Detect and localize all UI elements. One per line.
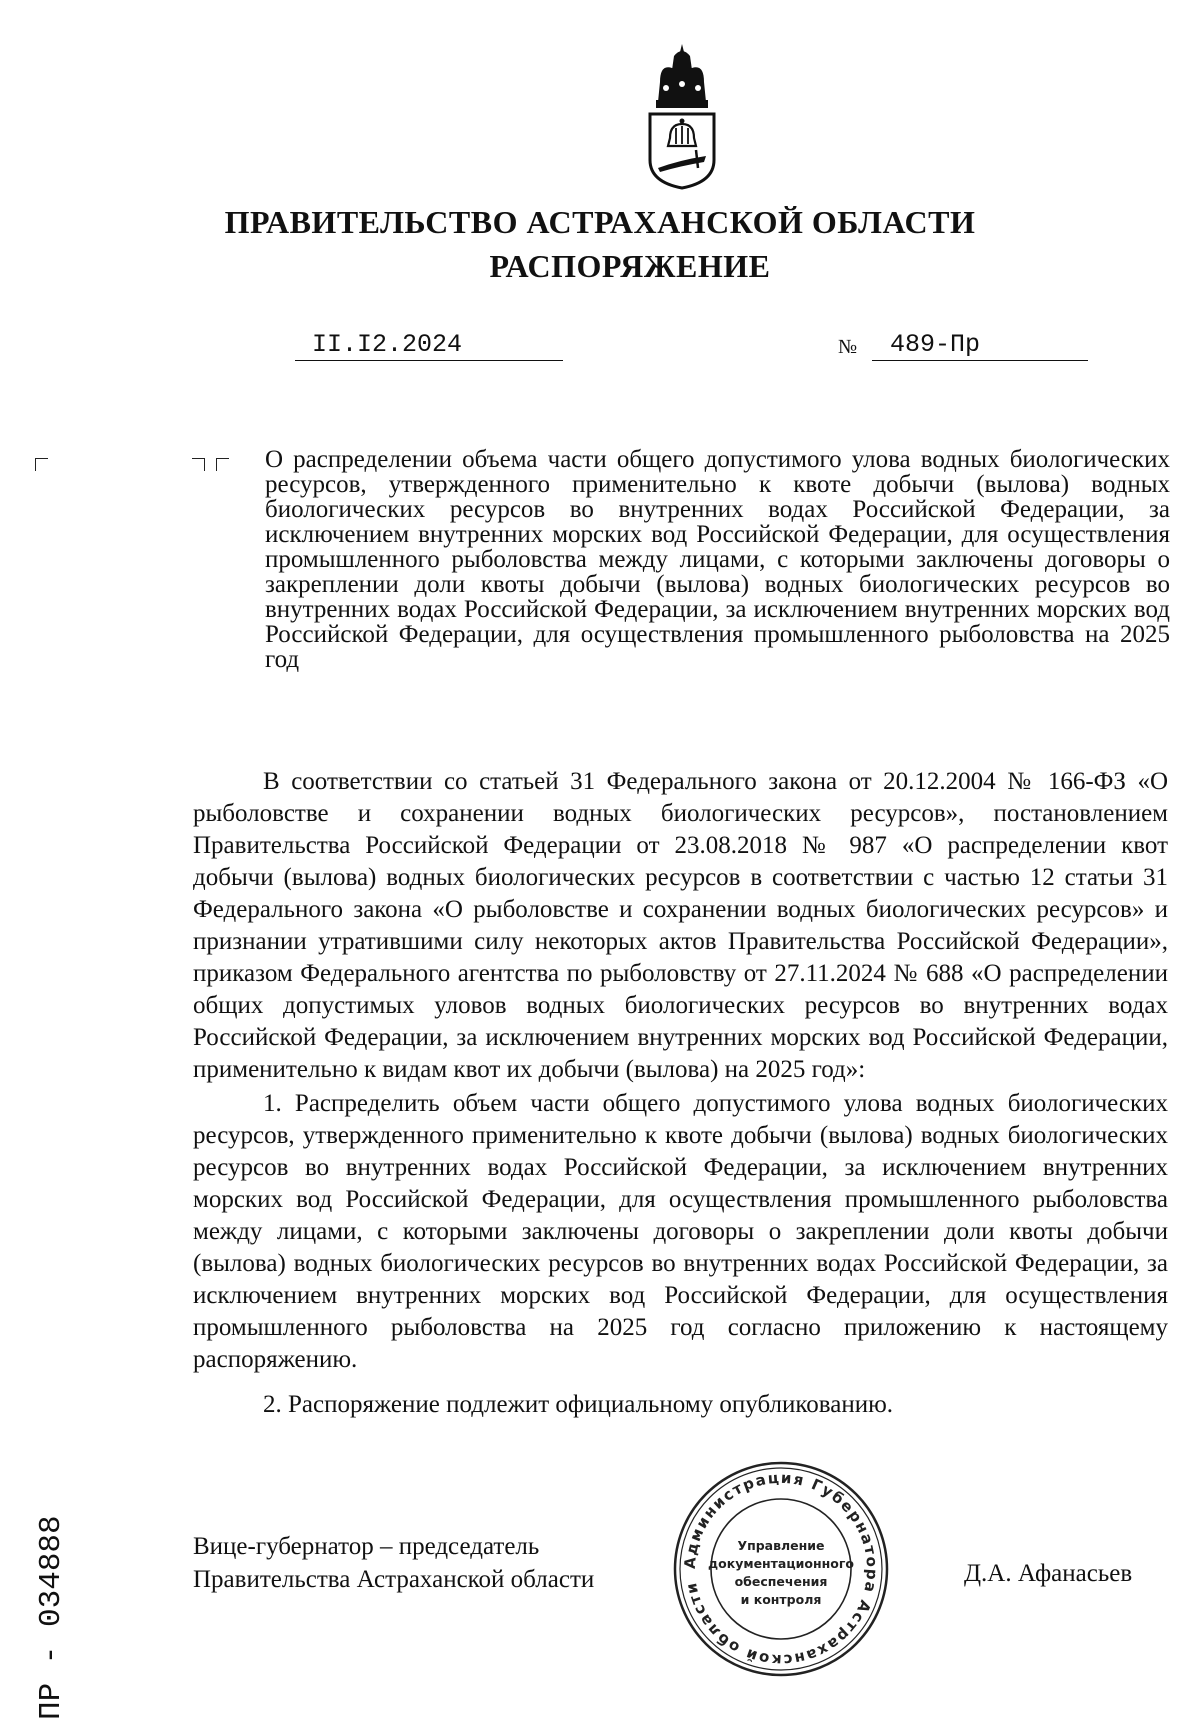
signer-position — [193, 1530, 594, 1596]
stamp-outer-text: Администрация Губернатора Астраханской области — [680, 1468, 882, 1670]
document-type: РАСПОРЯЖЕНИЕ — [489, 248, 771, 284]
document-date: II.I2.2024 — [312, 330, 463, 359]
government-name: ПРАВИТЕЛЬСТВО АСТРАХАНСКОЙ ОБЛАСТИ — [224, 204, 976, 240]
signer-position-line-2: Правительства Астраханской области — [193, 1566, 595, 1593]
document-number: 489-Пр — [890, 330, 981, 359]
preamble-paragraph: В соответствии со статьей 31 Федерального закона от 20.12.2004 № 166-ФЗ «О рыболовстве и сохранении водных биологических ресурсов», постановлением Правительства Российской Федерации от 23.08.2018 № 987 «О распределении квот добычи (вылова) водных биологических ресурсов в соответствии с частью 12 статьи 31 Федерального закона «О рыболовстве и сохранении водных биологических ресурсов» и признании утратившими силу некоторых актов Правительства Российской Федерации», приказом Федерального агентства по рыболовству от 27.11.2024 № 688 «О распределении общих допустимых уловов водных биологических ресурсов во внутренних водах Российской Федерации, за исключением внутренних морских вод Российской Федерации, применительно к видам квот их добычи (вылова) на 2025 год»: — [193, 768, 1168, 1083]
signer-name: Д.А. Афанасьев — [964, 1560, 1133, 1587]
stamp-inner-line-2: документационного — [708, 1556, 854, 1571]
clause-2: 2. Распоряжение подлежит официальному опубликованию. — [263, 1391, 894, 1418]
clause-1: 1. Распределить объем части общего допустимого улова водных биологических ресурсов, утвержденного применительно к квоте добычи (вылова) водных биологических ресурсов во внутренних водах Российской Федерации, за исключением внутренних морских вод Российской Федерации, для осуществления промышленного рыболовства между лицами, с которыми заключены договоры о закреплении доли квоты добычи (вылова) водных биологических ресурсов во внутренних водах Российской Федерации, за исключением внутренних морских вод Российской Федерации, для осуществления промышленного рыболовства на 2025 год согласно приложению к настоящему распоряжению. — [193, 1090, 1168, 1373]
subject-corner-right-mark — [192, 458, 205, 471]
signer-position-line-1: Вице-губернатор – председатель — [193, 1533, 540, 1560]
margin-corner-mark — [35, 458, 48, 471]
number-underline — [872, 360, 1088, 361]
official-stamp — [672, 1460, 890, 1678]
stamp-inner-line-1: Управление — [737, 1538, 825, 1553]
stamp-inner-line-4: и контроля — [740, 1592, 822, 1607]
date-underline — [295, 360, 563, 361]
number-sign: № — [838, 336, 858, 358]
subject-corner-left-mark — [216, 458, 229, 471]
coat-of-arms-icon — [640, 42, 724, 190]
stamp-inner-line-3: обеспечения — [734, 1574, 828, 1589]
document-subject: О распределении объема части общего допустимого улова водных биологических ресурсов, утвержденного применительно к квоте добычи (вылова) водных биологических ресурсов во внутренних водах Российской Федерации, за исключением внутренних морских вод Российской Федерации, для осуществления промышленного рыболовства между лицами, с которыми заключены договоры о закреплении доли квоты добычи (вылова) водных биологических ресурсов во внутренних водах Российской Федерации, за исключением внутренних морских вод Российской Федерации, для осуществления промышленного рыболовства на 2025 год — [265, 446, 1170, 673]
serial-number-text: ПР - 034888 — [34, 1515, 69, 1720]
